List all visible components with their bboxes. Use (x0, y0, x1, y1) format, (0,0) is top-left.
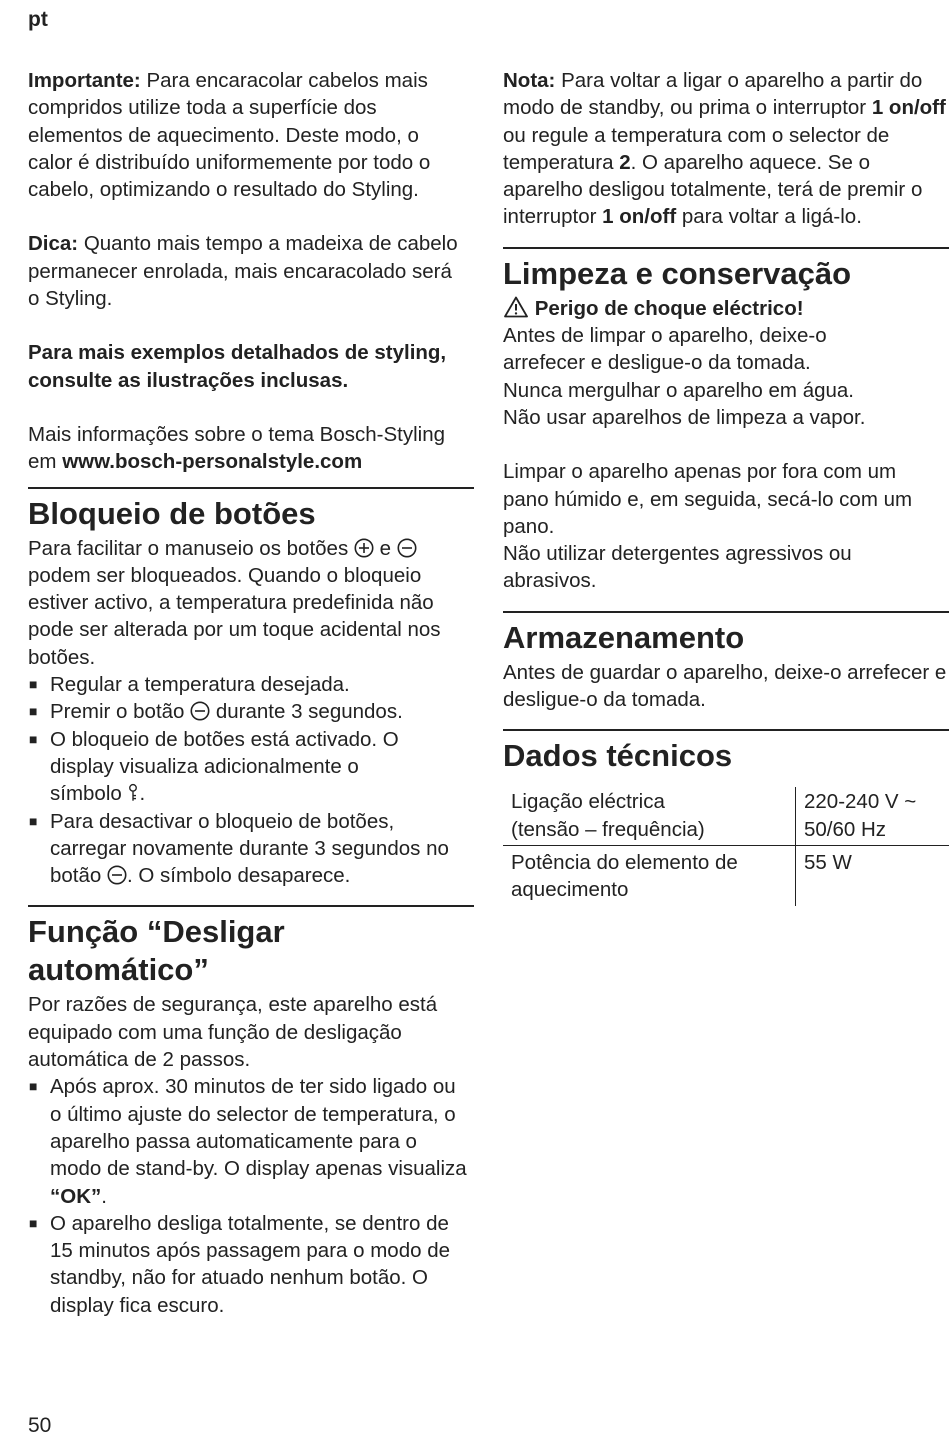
tech-key-line: aquecimento (511, 878, 629, 902)
list-item (28, 808, 460, 890)
note-text-g: para voltar a ligá-lo. (676, 205, 862, 229)
cleaning-line-2: Nunca mergulhar o aparelho em água. (503, 378, 854, 402)
tip-paragraph (28, 230, 460, 312)
tech-key-line: Potência do elemento de (511, 850, 738, 874)
list-item (28, 1210, 470, 1319)
minus-circle-icon (397, 538, 417, 558)
table-row (503, 787, 949, 845)
lock-step-2-b: durante 3 segundos. (210, 700, 403, 724)
square-bullet-icon: ■ (29, 1214, 38, 1231)
tech-data-table (503, 787, 949, 905)
info-link[interactable]: www.bosch-personalstyle.com (62, 450, 363, 474)
lock-steps (28, 671, 474, 889)
important-paragraph (28, 67, 468, 203)
warning-line (503, 293, 949, 322)
square-bullet-icon: ■ (29, 676, 38, 693)
right-column (503, 67, 949, 906)
tech-value-line: 50/60 Hz (804, 817, 887, 841)
key-icon (127, 782, 139, 804)
tech-title: Dados técnicos (503, 738, 733, 774)
plus-circle-icon (354, 538, 374, 558)
tech-value-cell (796, 845, 950, 905)
auto-off-intro: Por razões de segurança, este aparelho está equipado com uma função de desligação automática de 2 passos. (28, 993, 438, 1072)
square-bullet-icon: ■ (29, 1078, 38, 1095)
cleaning-line-3: Não usar aparelhos de limpeza a vapor. (503, 405, 866, 429)
tech-key-line: Ligação eléctrica (511, 790, 665, 814)
square-bullet-icon: ■ (29, 730, 38, 747)
language-code: pt (28, 8, 48, 31)
cleaning-line-4: Limpar o aparelho apenas por fora com um pano húmido e, em seguida, secá-lo com um pano. (503, 460, 913, 538)
lock-step-3-b: . (139, 782, 146, 806)
note-text-a: Para voltar a ligar o aparelho a partir do modo de standby, ou prima o interruptor (503, 69, 923, 120)
auto-off-step-2: O aparelho desliga totalmente, se dentro de 15 minutos após passagem para o modo de standby, não for atuado nenhum botão. O display fica escuro. (50, 1211, 451, 1317)
list-item (28, 1073, 470, 1209)
minus-circle-icon (107, 865, 127, 885)
storage-text: Antes de guardar o aparelho, deixe-o arrefecer e desligue-o da tomada. (503, 660, 947, 712)
lock-step-4-a: Para desactivar o bloqueio de botões, carregar novamente durante 3 segundos no botão (50, 809, 449, 888)
tip-text: Quanto mais tempo a madeixa de cabelo permanecer enrolada, mais encaracolado será o Styling. (28, 232, 458, 311)
cleaning-title: Limpeza e conservação (503, 255, 852, 291)
square-bullet-icon: ■ (29, 812, 38, 829)
tech-key-line: (tensão – frequência) (511, 817, 705, 841)
tech-value-line: 55 W (804, 850, 852, 874)
square-bullet-icon: ■ (29, 703, 38, 720)
list-item (28, 698, 474, 725)
lock-step-2-a: Premir o botão (50, 700, 191, 724)
lock-intro (28, 533, 474, 671)
left-column (28, 67, 474, 1319)
warning-text: Perigo de choque eléctrico! (534, 296, 804, 320)
important-label: Importante: (28, 69, 141, 92)
table-row (503, 845, 949, 905)
note-switch-1b: 1 on/off (602, 205, 677, 229)
warning-triangle-icon (503, 296, 529, 318)
examples-paragraph (28, 339, 468, 394)
cleaning-line-1: Antes de limpar o aparelho, deixe-o arrefecer e desligue-o da tomada. (503, 324, 827, 375)
page-number: 50 (28, 1414, 52, 1437)
lock-intro-text-a: Para facilitar o manuseio os botões (28, 536, 354, 560)
auto-off-step-1-a: Após aprox. 30 minutos de ter sido ligado ou o último ajuste do selector de temperatura, o aparelho passa automaticamente para o modo de stand-by. O display apenas visualiza (50, 1075, 467, 1181)
note-switch-1: 1 on/off (871, 96, 946, 120)
lock-step-1: Regular a temperatura desejada. (50, 673, 350, 697)
note-paragraph (503, 67, 949, 231)
note-text-e: . O aparelho aquece. Se o aparelho desligou totalmente, terá de premir o interruptor (503, 150, 923, 229)
note-label: Nota: (503, 69, 556, 92)
tech-key-cell (503, 787, 796, 845)
storage-title: Armazenamento (503, 619, 745, 655)
auto-off-title: Função “Desligar automático” (28, 914, 285, 988)
tech-key-cell (503, 845, 796, 905)
tech-value-cell (796, 787, 950, 845)
tech-value-line: 220-240 V ~ (804, 790, 917, 814)
important-text: Para encaracolar cabelos mais compridos utilize toda a superfície dos elementos de aquecimento. Deste modo, o calor é distribuído uniformemente por todo o cabelo, optimizando o resultado do Styling. (28, 69, 431, 202)
lock-step-3-a: O bloqueio de botões está activado. O display visualiza adicionalmente o símbolo (50, 727, 399, 806)
note-text-c: ou regule a temperatura com o selector de temperatura (503, 123, 890, 174)
auto-off-steps (28, 1073, 474, 1319)
tip-label: Dica: (28, 232, 79, 256)
auto-off-ok: “OK” (50, 1184, 102, 1208)
lock-intro-text-b: e (373, 536, 397, 560)
list-item (28, 726, 420, 808)
list-item (28, 671, 474, 698)
auto-off-step-1-b: . (101, 1184, 107, 1208)
info-text: Mais informações sobre o tema Bosch-Styling em (28, 422, 446, 474)
info-paragraph (28, 421, 448, 476)
note-selector-2: 2 (619, 150, 631, 174)
cleaning-line-5: Não utilizar detergentes agressivos ou abrasivos. (503, 542, 852, 593)
minus-circle-icon (190, 701, 210, 721)
lock-intro-text-c: podem ser bloqueados. Quando o bloqueio estiver activo, a temperatura predefinida não pode ser alterada por um toque acidental nos botões. (28, 563, 441, 669)
lock-title: Bloqueio de botões (28, 495, 316, 531)
lock-step-4-b: . O símbolo desaparece. (127, 864, 351, 888)
examples-text: Para mais exemplos detalhados de styling, consulte as ilustrações inclusas. (28, 341, 447, 392)
